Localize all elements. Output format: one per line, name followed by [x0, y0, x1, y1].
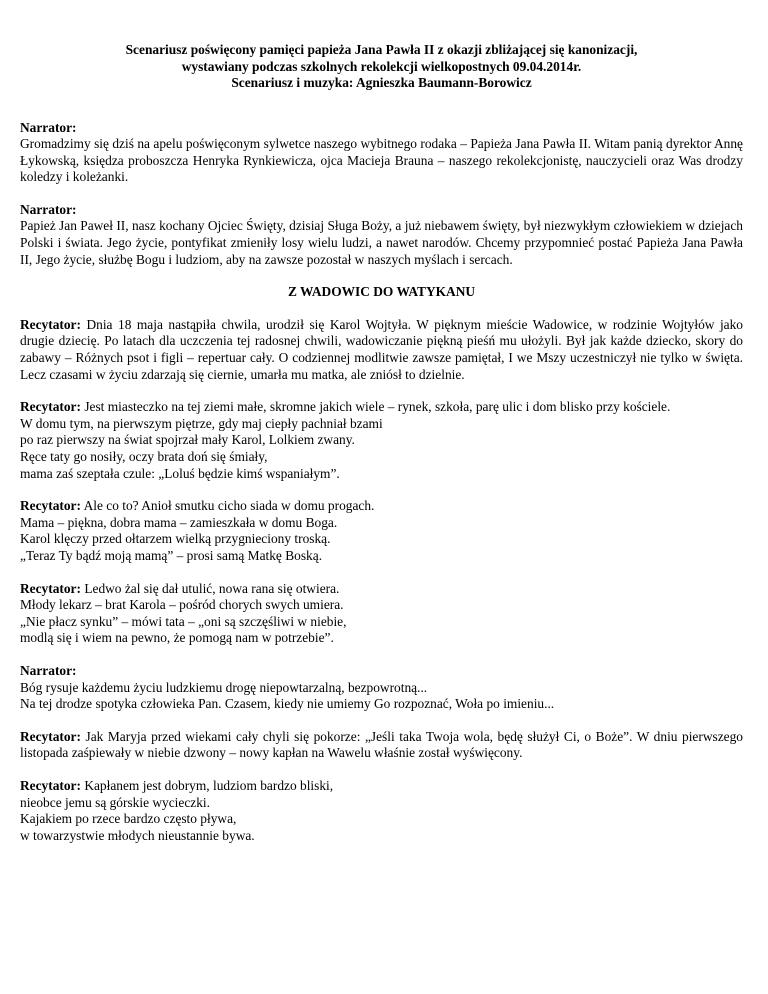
verse-line: nieobce jemu są górskie wycieczki.: [20, 794, 210, 810]
verse-block-3: [20, 498, 743, 564]
verse-block-4: [20, 581, 743, 647]
verse-line: Młody lekarz – brat Karola – pośród chorych swych umiera.: [20, 597, 344, 613]
verse-block-5: [20, 729, 743, 762]
header-line-2: wystawiany podczas szkolnych rekolekcji wielkopostnych 09.04.2014r.: [181, 58, 582, 74]
speaker-label: Narrator:: [20, 662, 77, 678]
verse-line: w towarzystwie młodych nieustannie bywa.: [20, 827, 255, 843]
verse-line: „Teraz Ty bądź moją mamą” – prosi samą Matkę Boską.: [20, 547, 323, 563]
verse-line: modlą się i wiem na pewno, że pomogą nam w potrzebie”.: [20, 630, 334, 646]
speaker-label: Recytator:: [20, 399, 81, 415]
verse-line: Karol klęczy przed ołtarzem wielką przygnieciony troską.: [20, 531, 331, 547]
paragraph-text: Jak Maryja przed wiekami cały chyli się pokorze: „Jeśli taka Twoja wola, będę służył Ci, o Boże”. W dniu pierwszego listopada zaśpiewały w niebie dzwony – nowy kapłan na Wawelu właśnie został wyświęcony.: [20, 728, 743, 761]
verse-first-line: Kapłanem jest dobrym, ludziom bardzo bliski,: [80, 777, 334, 793]
narrator-block-2: [20, 202, 743, 268]
narrator-block-1: [20, 120, 743, 186]
paragraph-text: Gromadzimy się dziś na apelu poświęconym sylwetce naszego wybitnego rodaka – Papieża Jana Pawła II. Witam panią dyrektor Annę Łykowską, księdza proboszcza Henryka Rynkiewicza, ojca Macieja Brauna – naszego rekolekcjonistę, nauczycieli oraz Was drodzy koledzy i koleżanki.: [20, 136, 743, 185]
speaker-label: Narrator:: [20, 119, 77, 135]
narrator-line: Bóg rysuje każdemu życiu ludzkiemu drogę niepowtarzalną, bezpowrotną...: [20, 679, 428, 695]
verse-block-6: [20, 778, 743, 844]
speaker-label: Narrator:: [20, 201, 77, 217]
verse-block-1: [20, 317, 743, 383]
speaker-label: Recytator:: [20, 580, 81, 596]
verse-line: Ręce taty go nosiły, oczy brata doń się śmiały,: [20, 449, 268, 464]
speaker-label: Recytator:: [20, 316, 81, 332]
verse-first-line: Jest miasteczko na tej ziemi małe, skromne jakich wiele – rynek, szkoła, parę ulic i dom blisko przy kościele.: [80, 399, 671, 415]
verse-line: po raz pierwszy na świat spojrzał mały Karol, Lolkiem zwany.: [20, 432, 355, 448]
paragraph-text: Papież Jan Paweł II, nasz kochany Ojciec Święty, dzisiaj Sługa Boży, a już niebawem święty, był niezwykłym człowiekiem w dziejach Polski i świata. Jego życie, pontyfikat zmieniły losy wielu ludzi, a nawet narodów. Chcemy przypomnieć postać Papieża Jana Pawła II, Jego życie, służbę Bogu i ludziom, aby na zawsze pozostał w naszych myślach i sercach.: [20, 218, 743, 267]
section-title: Z WADOWIC DO WATYKANU: [287, 284, 476, 300]
verse-line: Mama – piękna, dobra mama – zamieszkała w domu Boga.: [20, 514, 338, 530]
verse-line: mama zaś szeptała czule: „Loluś będzie kimś wspaniałym”.: [20, 465, 340, 481]
speaker-label: Recytator:: [20, 777, 81, 793]
verse-line: Kajakiem po rzece bardzo często pływa,: [20, 811, 237, 827]
header-line-1: Scenariusz poświęcony pamięci papieża Jana Pawła II z okazji zbliżającej się kanonizacji,: [125, 42, 638, 57]
paragraph-text: Dnia 18 maja nastąpiła chwila, urodził się Karol Wojtyła. W pięknym mieście Wadowice, w rodzinie Wojtyłów jako drugie dziecię. Po latach dla uczczenia tej radosnej chwili, wadowiczanie piękną pieśń mu ułożyli. Był jak każde dziecko, skory do zabawy – Różnych psot i figli – repertuar cały. O codziennej modlitwie zawsze pamiętał, I we Mszy uczestniczył nie tylko w święta. Lecz czasami w życiu zdarzają się ciernie, umarła mu matka, ale zniósł to dzielnie.: [20, 316, 743, 382]
header-line-3: Scenariusz i muzyka: Agnieszka Baumann-Borowicz: [231, 75, 532, 90]
document-header: [20, 42, 743, 92]
verse-line: W domu tym, na pierwszym piętrze, gdy maj ciepły pachniał bzami: [20, 415, 383, 431]
speaker-label: Recytator:: [20, 728, 81, 744]
verse-first-line: Ale co to? Anioł smutku cicho siada w domu progach.: [80, 498, 375, 514]
verse-block-2: [20, 399, 743, 482]
speaker-label: Recytator:: [20, 498, 81, 514]
narrator-line: Na tej drodze spotyka człowieka Pan. Czasem, kiedy nie umiemy Go rozpoznać, Woła po imieniu...: [20, 696, 555, 712]
narrator-block-3: [20, 663, 743, 713]
verse-line: „Nie płacz synku” – mówi tata – „oni są szczęśliwi w niebie,: [20, 613, 347, 629]
verse-first-line: Ledwo żal się dał utulić, nowa rana się otwiera.: [80, 580, 340, 596]
